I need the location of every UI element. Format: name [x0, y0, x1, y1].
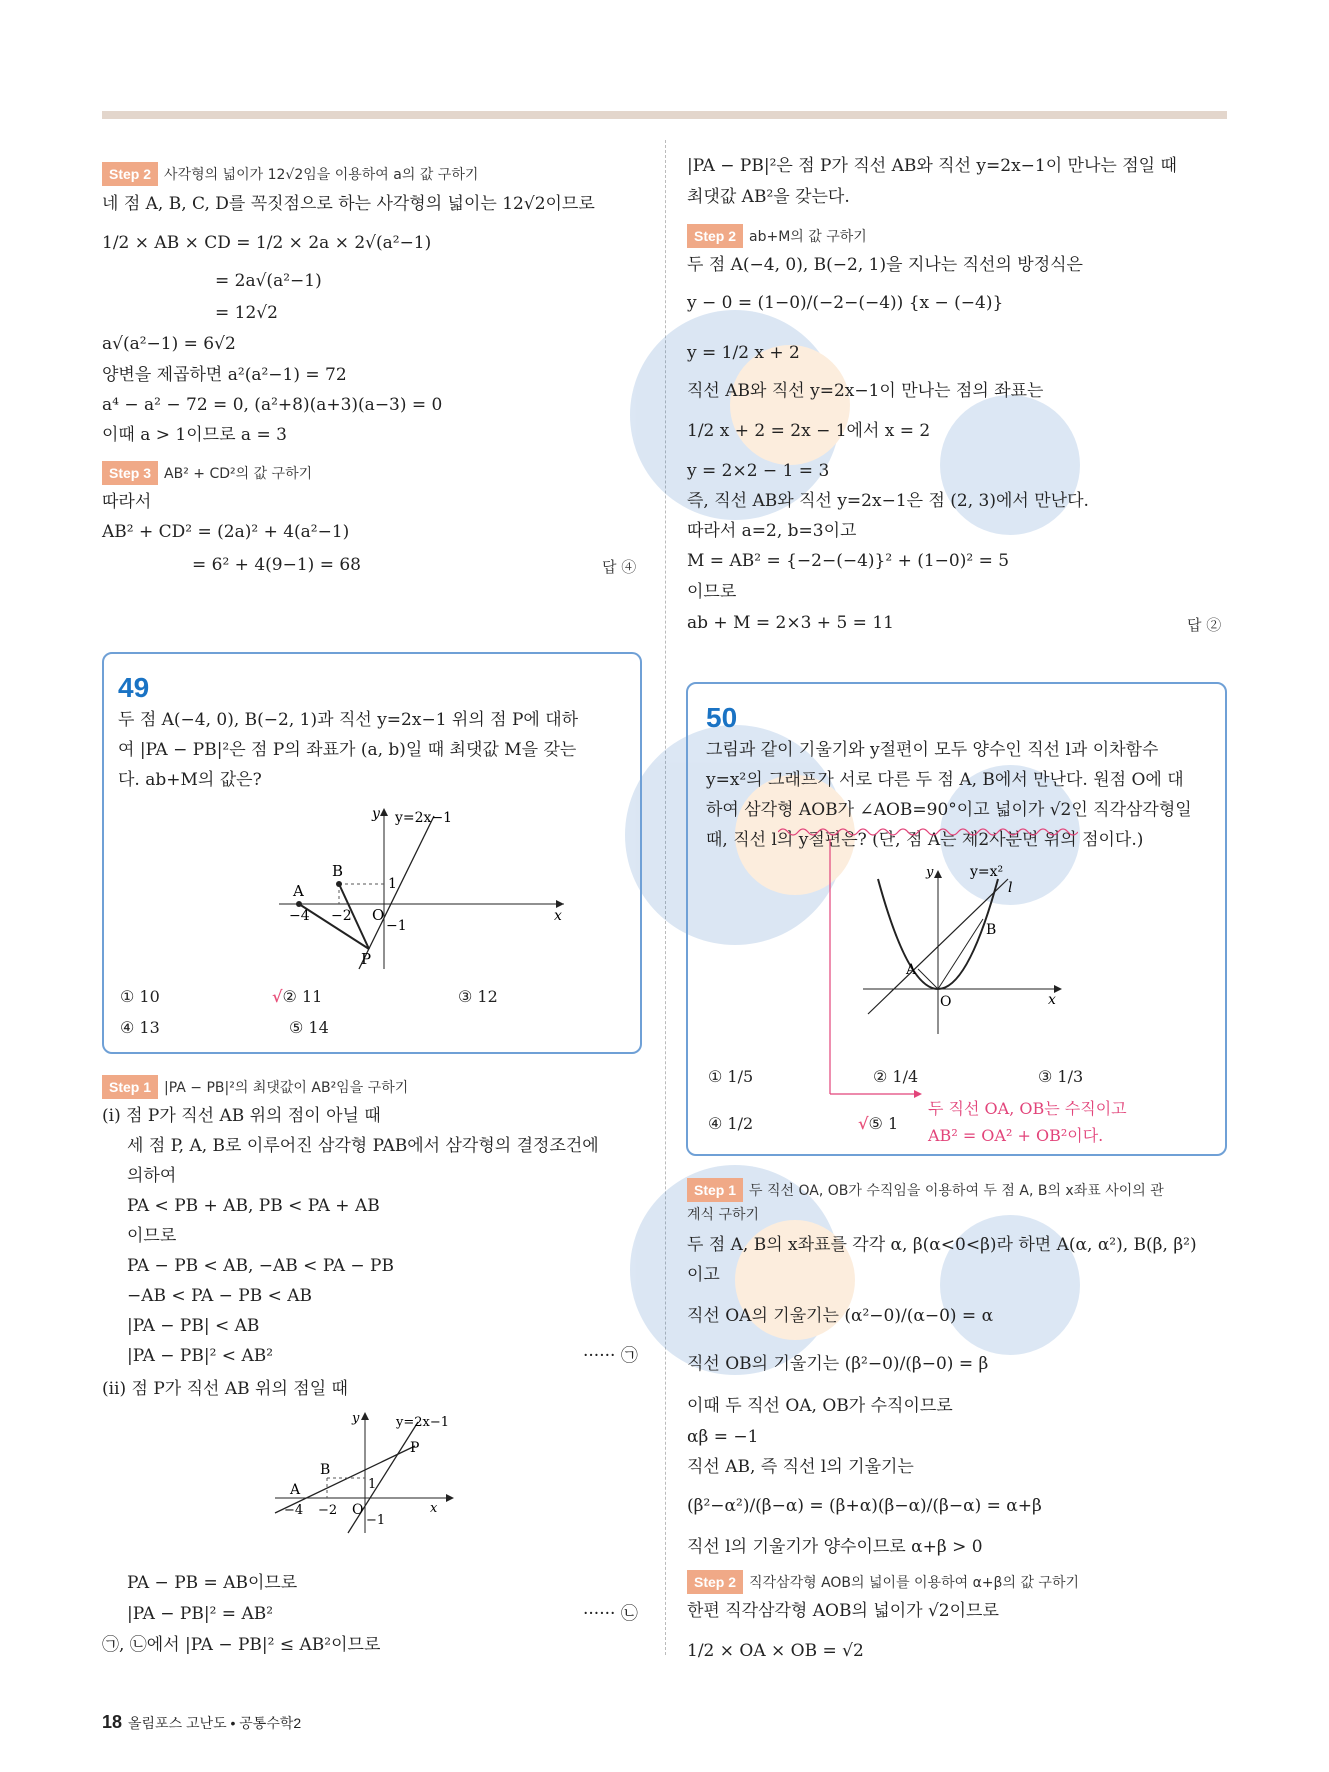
text-line: ab + M = 2×3 + 5 = 11: [687, 613, 894, 633]
text-line: ㉠, ㉡에서 |PA − PB|² ≤ AB²이므로: [102, 1635, 381, 1655]
origin-label: O: [940, 994, 952, 1010]
text-line: = 6² + 4(9−1) = 68: [192, 555, 361, 575]
axis-label-x: x: [1048, 992, 1056, 1008]
text-line: 세 점 P, A, B로 이루어진 삼각형 PAB에서 삼각형의 결정조건에: [127, 1136, 599, 1156]
hint-arrow-head: [828, 1089, 928, 1101]
answer-mark: 답 ②: [1187, 616, 1222, 634]
choice-2[interactable]: √② 11: [272, 987, 323, 1006]
book-title: 올림포스 고난도 • 공통수학2: [128, 1715, 302, 1731]
text-line: PA < PB + AB, PB < PA + AB: [127, 1196, 380, 1216]
text-line: |PA − PB|² = AB²: [127, 1604, 274, 1624]
text-line: y − 0 = (1−0)/(−2−(−4)) {x − (−4)}: [687, 293, 1004, 313]
check-mark: √: [858, 1114, 869, 1133]
text-line: a⁴ − a² − 72 = 0, (a²+8)(a+3)(a−3) = 0: [102, 395, 443, 415]
step-badge: Step 1: [687, 1178, 743, 1202]
answer-mark: 답 ④: [602, 558, 637, 576]
question-text: 두 점 A(−4, 0), B(−2, 1)과 직선 y=2x−1 위의 점 P에 대하: [118, 710, 579, 730]
hint-arrow: [828, 839, 848, 1099]
left-step2-heading: Step 2 사각형의 넓이가 12√2임을 이용하여 a의 값 구하기: [102, 162, 478, 186]
text-line: = 2a√(a²−1): [215, 271, 322, 291]
text-line: 두 점 A, B의 x좌표를 각각 α, β(α<0<β)라 하면 A(α, α²), B(β, β²): [687, 1235, 1197, 1255]
point-label-b: B: [332, 862, 344, 880]
question-text: 그림과 같이 기울기와 y절편이 모두 양수인 직선 l과 이차함수: [706, 740, 1159, 760]
question-text: 여 |PA − PB|²은 점 P의 좌표가 (a, b)일 때 최댓값 M을 갖는: [118, 740, 577, 760]
axis-label-y: y: [926, 865, 934, 880]
text-line: 양변을 제곱하면 a²(a²−1) = 72: [102, 365, 347, 385]
text-line: 이때 두 직선 OA, OB가 수직이므로: [687, 1396, 953, 1416]
text-line: 이때 a > 1이므로 a = 3: [102, 425, 287, 445]
step-badge: Step 2: [687, 224, 743, 248]
point-label-b: B: [320, 1462, 331, 1478]
text-line: 즉, 직선 AB와 직선 y=2x−1은 점 (2, 3)에서 만난다.: [687, 491, 1089, 511]
tick-label: −4: [284, 1503, 304, 1518]
left-step1-heading: Step 1 |PA − PB|²의 최댓값이 AB²임을 구하기: [102, 1075, 408, 1099]
hint-text: 두 직선 OA, OB는 수직이고: [928, 1099, 1127, 1118]
question-number: 49: [118, 672, 150, 703]
point-label-b: B: [986, 922, 997, 938]
tick-label: −2: [331, 908, 352, 924]
choice-5[interactable]: ⑤ 14: [289, 1018, 329, 1037]
top-rule: [102, 111, 1227, 119]
question-text: 하여 삼각형 AOB가 ∠AOB=90°이고 넓이가 √2인 직각삼각형일: [706, 800, 1192, 820]
text-line: 1/2 x + 2 = 2x − 1에서 x = 2: [687, 421, 931, 441]
case2-graph: [270, 1408, 460, 1538]
line-label: y=2x−1: [395, 810, 453, 826]
choice-2[interactable]: ② 1/4: [873, 1067, 919, 1086]
text-line: 이므로: [687, 582, 737, 602]
text-line: |PA − PB| < AB: [127, 1316, 260, 1336]
text-line: 직선 OA의 기울기는 (α²−0)/(α−0) = α: [687, 1306, 994, 1326]
page-number: 18: [102, 1712, 123, 1732]
text-line: 직선 AB, 즉 직선 l의 기울기는: [687, 1457, 914, 1477]
question-number: 50: [706, 702, 738, 733]
text-line: a√(a²−1) = 6√2: [102, 334, 236, 354]
tick-label: −1: [366, 1513, 386, 1528]
axis-label-x: x: [430, 1501, 438, 1516]
text-line: |PA − PB|² < AB²: [127, 1346, 274, 1366]
text-line: (ⅰ) 점 P가 직선 AB 위의 점이 아닐 때: [102, 1106, 381, 1126]
choice-5[interactable]: √⑤ 1: [858, 1114, 899, 1133]
tick-label: 1: [368, 1477, 377, 1492]
text-line: 네 점 A, B, C, D를 꼭짓점으로 하는 사각형의 넓이는 12√2이므로: [102, 194, 595, 214]
text-line: 직선 OB의 기울기는 (β²−0)/(β−0) = β: [687, 1354, 989, 1374]
tick-label: −2: [318, 1503, 338, 1518]
tick-label: 1: [388, 876, 397, 892]
text-line: M = AB² = {−2−(−4)}² + (1−0)² = 5: [687, 551, 1010, 571]
text-line: 따라서 a=2, b=3이고: [687, 521, 857, 541]
text-line: PA − PB < AB, −AB < PA − PB: [127, 1256, 394, 1276]
choice-4[interactable]: ④ 13: [120, 1018, 160, 1037]
axis-label-y: y: [372, 806, 380, 822]
point-label-p: P: [410, 1440, 420, 1456]
underline-squiggle: [778, 824, 1078, 838]
text-line: 1/2 × AB × CD = 1/2 × 2a × 2√(a²−1): [102, 233, 432, 253]
text-line: (β²−α²)/(β−α) = (β+α)(β−α)/(β−α) = α+β: [687, 1496, 1042, 1516]
tick-label: −1: [386, 918, 407, 934]
text-line: 최댓값 AB²을 갖는다.: [687, 187, 850, 207]
axis-label-y: y: [352, 1411, 360, 1426]
equation-tag: ······ ㉡: [583, 1604, 638, 1624]
q49-graph: [269, 804, 569, 974]
text-line: |PA − PB|²은 점 P가 직선 AB와 직선 y=2x−1이 만나는 점일 때: [687, 156, 1177, 176]
text-line: 한편 직각삼각형 AOB의 넓이가 √2이므로: [687, 1601, 999, 1621]
text-line: AB² + CD² = (2a)² + 4(a²−1): [102, 522, 350, 542]
question-text: y=x²의 그래프가 서로 다른 두 점 A, B에서 만난다. 원점 O에 대: [706, 770, 1184, 790]
line-label: l: [1008, 880, 1013, 896]
check-mark: √: [272, 987, 283, 1006]
choice-3[interactable]: ③ 12: [458, 987, 498, 1006]
text-line: 1/2 × OA × OB = √2: [687, 1641, 864, 1661]
page-footer: [102, 1712, 301, 1733]
right-step1-heading-cont: 계식 구하기: [687, 1207, 760, 1223]
text-line: 의하여: [127, 1166, 177, 1186]
curve-label: y=x²: [970, 864, 1004, 880]
right-step2b-heading: Step 2 직각삼각형 AOB의 넓이를 이용하여 α+β의 값 구하기: [687, 1570, 1079, 1594]
text-line: y = 1/2 x + 2: [687, 343, 800, 363]
text-line: αβ = −1: [687, 1427, 759, 1447]
text-line: 이므로: [127, 1226, 177, 1246]
text-line: 이고: [687, 1265, 720, 1285]
point-label-a: A: [906, 962, 917, 978]
step-badge: Step 1: [102, 1075, 158, 1099]
point-label-a: A: [290, 1482, 301, 1498]
question-text: 다. ab+M의 값은?: [118, 770, 262, 790]
step-badge: Step 2: [687, 1570, 743, 1594]
step-badge: Step 3: [102, 461, 158, 485]
text-line: 직선 AB와 직선 y=2x−1이 만나는 점의 좌표는: [687, 381, 1044, 401]
column-divider: [665, 140, 666, 1655]
right-step2-heading: Step 2 ab+M의 값 구하기: [687, 224, 867, 248]
point-label-a: A: [293, 882, 304, 900]
choice-1[interactable]: ① 1/5: [708, 1067, 754, 1086]
choice-1[interactable]: ① 10: [120, 987, 160, 1006]
hint-text: AB² = OA² + OB²이다.: [928, 1126, 1104, 1145]
left-step3-heading: Step 3 AB² + CD²의 값 구하기: [102, 461, 312, 485]
question-text: 때, 직선 l의 y절편은? (단, 점 A는 제2사분면 위의 점이다.): [706, 830, 1144, 850]
choice-3[interactable]: ③ 1/3: [1038, 1067, 1084, 1086]
equation-tag: ······ ㉠: [583, 1346, 638, 1366]
q50-graph: [858, 864, 1068, 1039]
text-line: = 12√2: [215, 303, 278, 323]
line-label: y=2x−1: [396, 1415, 450, 1430]
text-line: PA − PB = AB이므로: [127, 1573, 298, 1593]
choice-4[interactable]: ④ 1/2: [708, 1114, 754, 1133]
origin-label: O: [352, 1502, 364, 1518]
axis-label-x: x: [554, 908, 562, 924]
question-50-box: [686, 682, 1227, 1156]
text-line: −AB < PA − PB < AB: [127, 1286, 313, 1306]
point-label-p: P: [361, 950, 372, 968]
tick-label: −4: [289, 908, 310, 924]
question-49-box: [102, 652, 642, 1054]
text-line: (ⅱ) 점 P가 직선 AB 위의 점일 때: [102, 1379, 348, 1399]
right-step1-heading: Step 1 두 직선 OA, OB가 수직임을 이용하여 두 점 A, B의 x좌표 사이의 관: [687, 1178, 1164, 1202]
text-line: 직선 l의 기울기가 양수이므로 α+β > 0: [687, 1537, 983, 1557]
text-line: 두 점 A(−4, 0), B(−2, 1)을 지나는 직선의 방정식은: [687, 255, 1083, 275]
step-badge: Step 2: [102, 162, 158, 186]
origin-label: O: [372, 906, 385, 924]
text-line: y = 2×2 − 1 = 3: [687, 461, 830, 481]
text-line: 따라서: [102, 492, 152, 512]
